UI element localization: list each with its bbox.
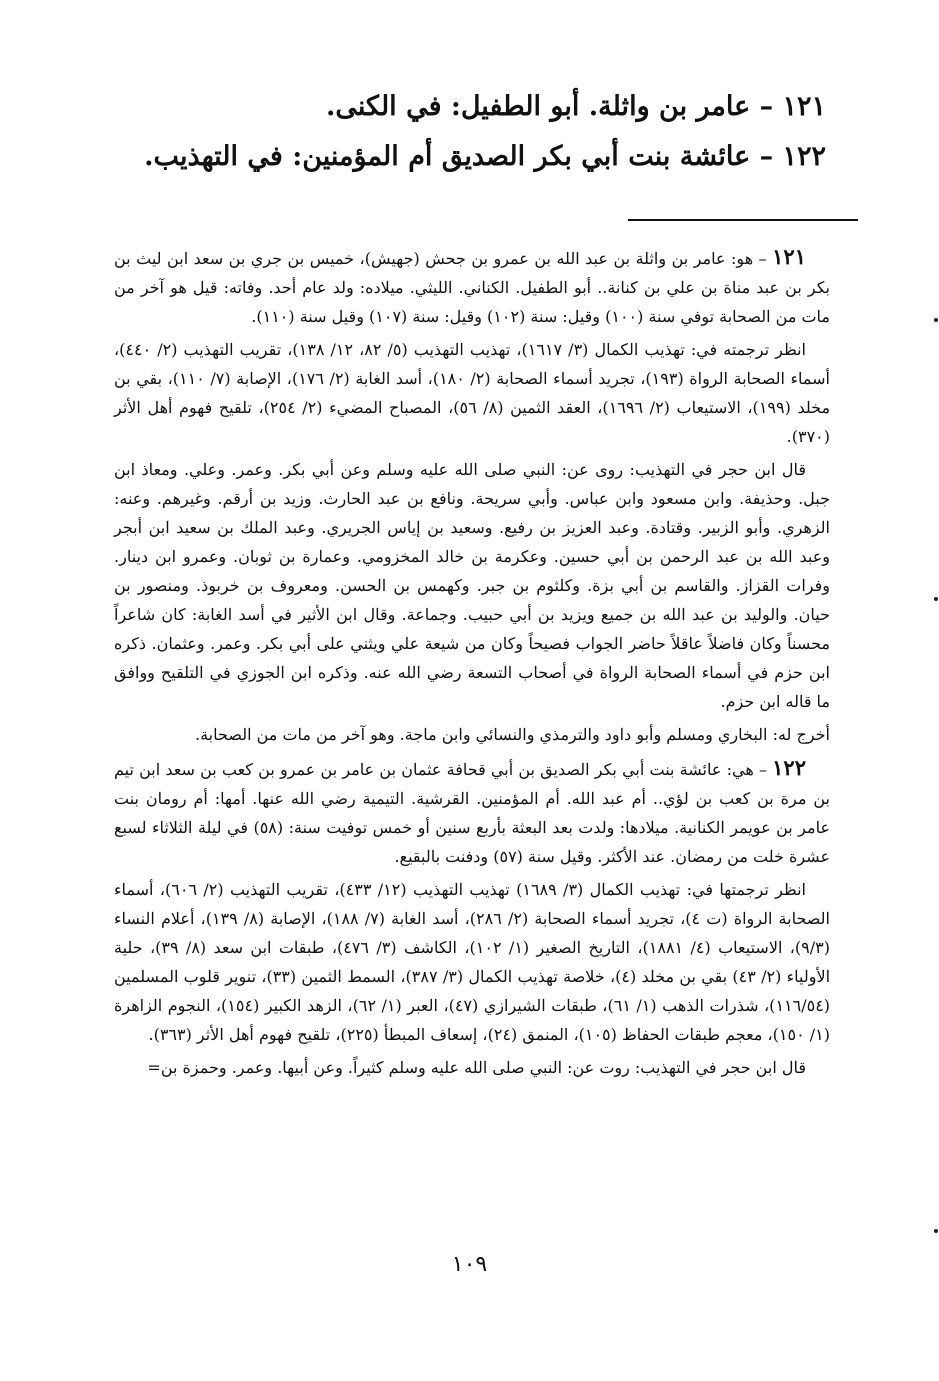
footnote-121-collections: أخرج له: البخاري ومسلم وأبو داود والترمذي والنسائي وابن ماجة. وهو آخر من مات من الصحابة. (195, 725, 830, 744)
footnote-121-narrators: قال ابن حجر في التهذيب: روى عن: النبي صلى الله عليه وسلم وعن أبي بكر. وعمر. وعلي. ومعاذ ابن جبل. وحذيفة. وابن مسعود وابن عباس. وأبي سريحة. ونافع بن عبد الحارث. وزيد بن أرقم. وغيرهم. وعنه: الزهري. وأبو الزبير. وقتادة. وعبد العزيز بن رفيع. وسعيد بن إياس الجريري. وعبد الملك بن سعيد ابن أبجر وعبد الله بن عبد الرحمن بن أبي حسين. وعكرمة بن خالد المخزومي. وعمارة بن ثوبان. وعمرو ابن دينار. وفرات القزاز. والقاسم بن أبي بزة. وكلثوم بن جبر. وكهمس بن الحسن. ومعروف بن خربوذ. ومنصور بن حيان. والوليد بن عبد الله بن جميع ويزيد بن أبي حبيب. وجماعة. وقال ابن الأثير في أسد الغابة: كان شاعراً محسناً وكان فاضلاً عاقلاً حاضر الجواب فصيحاً وكان من شيعة علي ويثني على أبي بكر. وعمر. وعثمان. ذكره ابن حزم في أسماء الصحابة الرواة في أصحاب التسعة رضي الله عنه. وذكره ابن الجوزي في التلقيح ووافق ما قاله ابن حزم. (114, 460, 831, 711)
margin-mark (934, 318, 938, 322)
margin-mark (934, 1229, 938, 1233)
footnote-121-sources: انظر ترجمته في: تهذيب الكمال (٣/ ١٦١٧)، تهذيب التهذيب (٥/ ٨٢، ١٢/ ١٣٨)، تقريب التهذيب (٢/ ٤٤٠)، أسماء الصحابة الرواة (١٩٣)، تجريد أسماء الصحابة (٢/ ١٨٠)، أسد الغابة (٢/ ١٧٦)، الإصابة (٧/ ١١٠)، بقي بن مخلد (١٩٩)، الاستيعاب (٢/ ١٦٩٦)، العقد الثمين (٨/ ٥٦)، المصباح المضيء (٢/ ٢٥٤)، تلقيح فهوم أهل الأثر (٣٧٠). (114, 340, 831, 446)
footnote-121-bio (114, 242, 830, 331)
footnote-text: – هو: عامر بن واثلة بن عبد الله بن عمرو بن جحش (جهيش)، خميس بن جري بن سعد ابن ليث بن بكر بن عبد مناة بن علي بن كنانة.. أبو الطفيل. الكناني. الليثي. ميلاده: ولد عام أحد. وفاته: قيل هو آخر من مات من الصحابة توفي سنة (١٠٠) وقيل: سنة (١٠٢) وقيل: سنة (١٠٧) وقيل سنة (١١٠). (114, 249, 831, 326)
footnote-122-narrators: قال ابن حجر في التهذيب: روت عن: النبي صلى الله عليه وسلم كثيراً. وعن أبيها. وعمر. وحمزة بن= (147, 1058, 806, 1077)
footnotes (114, 242, 830, 1086)
footnote-text: – هي: عائشة بنت أبي بكر الصديق بن أبي قحافة عثمان بن عامر بن عمرو بن كعب بن سعد ابن تيم بن مرة بن كعب بن لؤي.. أم عبد الله. أم المؤمنين. القرشية. التيمية رضي الله عنها. أمها: أم رومان بنت عامر بن عويمر الكنانية. ميلادها: ولدت بعد البعثة بأربع سنين أو خمس توفيت سنة: (٥٨) في ليلة الثلاثاء لسبع عشرة خلت من رمضان. عند الأكثر. وقيل سنة (٥٧) ودفنت بالبقيع. (114, 760, 831, 866)
entry-heading-122: ١٢٢ – عائشة بنت أبي بكر الصديق أم المؤمنين: في التهذيب. (144, 141, 826, 172)
footnote-number: ١٢٢ (772, 755, 806, 780)
page-number: ١٠٩ (451, 1252, 488, 1277)
margin-mark (934, 597, 938, 601)
footnote-122-sources: انظر ترجمتها في: تهذيب الكمال (٣/ ١٦٨٩) تهذيب التهذيب (١٢/ ٤٣٣)، تقريب التهذيب (٢/ ٦٠٦)، أسماء الصحابة الرواة (ت ٤)، تجريد أسماء الصحابة (٢/ ٢٨٦)، أسد الغابة (٧/ ١٨٨)، الإصابة (٨/ ١٣٩)، أعلام النساء (٩/٣)، الاستيعاب (٤/ ١٨٨١)، التاريخ الصغير (١/ ١٠٢)، الكاشف (٣/ ٤٧٦)، طبقات ابن سعد (٨/ ٣٩)، حلية الأولياء (٢/ ٤٣) بقي بن مخلد (٤)، خلاصة تهذيب الكمال (٣/ ٣٨٧)، السمط الثمين (٣٣)، تنوير قلوب المسلمين (١١٦/٥٤)، شذرات الذهب (١/ ٦١)، طبقات الشيرازي (٤٧)، العبر (١/ ٦٢)، الزهد الكبير (١٥٤)، النجوم الزاهرة (١/ ١٥٠)، معجم طبقات الحفاظ (١٠٥)، المنمق (٢٤)، إسعاف المبطأ (٢٢٥)، تلقيح فهوم أهل الأثر (٣٦٣). (114, 880, 831, 1044)
footnote-separator (628, 219, 858, 221)
footnote-number: ١٢١ (772, 244, 806, 269)
footnote-122-bio (114, 753, 830, 871)
entry-heading-121: ١٢١ – عامر بن واثلة. أبو الطفيل: في الكنى. (325, 91, 826, 122)
entries-list (120, 82, 826, 182)
